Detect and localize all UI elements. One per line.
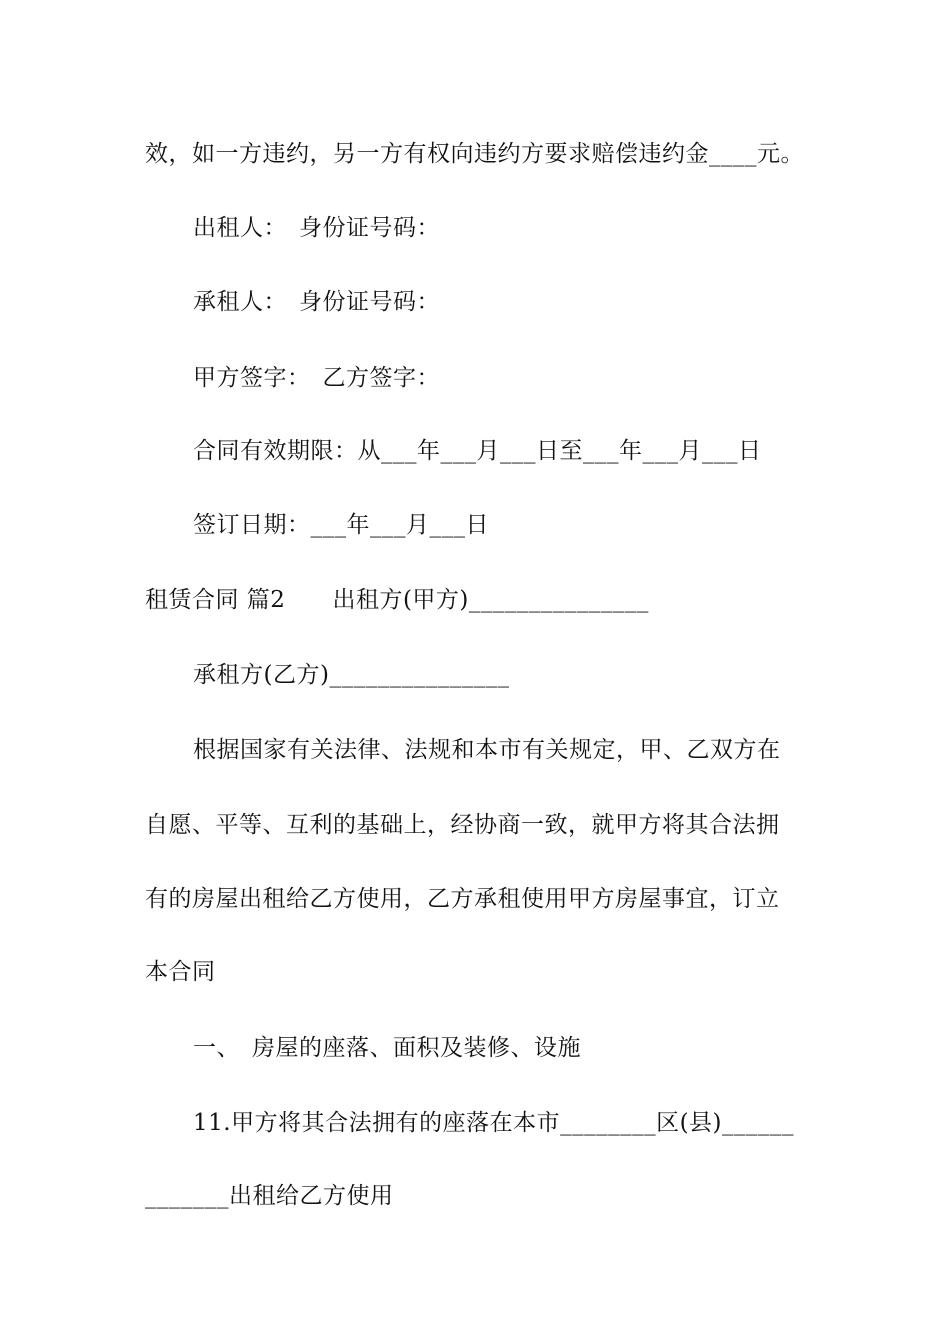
section-heading: 一、 房屋的座落、面积及装修、设施 — [193, 1035, 581, 1061]
lessee-id-line: 承租人： 身份证号码： — [193, 289, 440, 315]
penalty-clause-line: 效，如一方违约，另一方有权向违约方要求赔偿违约金____元。 — [145, 141, 804, 167]
preamble-line-2: 自愿、平等、互利的基础上，经协商一致，就甲方将其合法拥 — [145, 812, 780, 838]
signing-date-line: 签订日期：___年___月___日 — [193, 512, 489, 538]
signature-line: 甲方签字： 乙方签字： — [193, 365, 440, 391]
clause-line-2: _______出租给乙方使用 — [145, 1183, 394, 1209]
contract-heading-line: 租赁合同 篇2 出租方(甲方)_______________ — [145, 587, 649, 613]
lessee-party-line: 承租方(乙方)_______________ — [193, 662, 510, 688]
clause-line-1: 11.甲方将其合法拥有的座落在本市________区(县)______ — [193, 1110, 795, 1136]
contract-validity-line: 合同有效期限：从___年___月___日至___年___月___日 — [193, 438, 762, 464]
preamble-line-3: 有的房屋出租给乙方使用，乙方承租使用甲方房屋事宜，订立 — [145, 886, 780, 912]
preamble-line-1: 根据国家有关法律、法规和本市有关规定，甲、乙双方在 — [193, 737, 781, 763]
lessor-id-line: 出租人： 身份证号码： — [193, 215, 440, 241]
preamble-line-4: 本合同 — [145, 959, 216, 985]
